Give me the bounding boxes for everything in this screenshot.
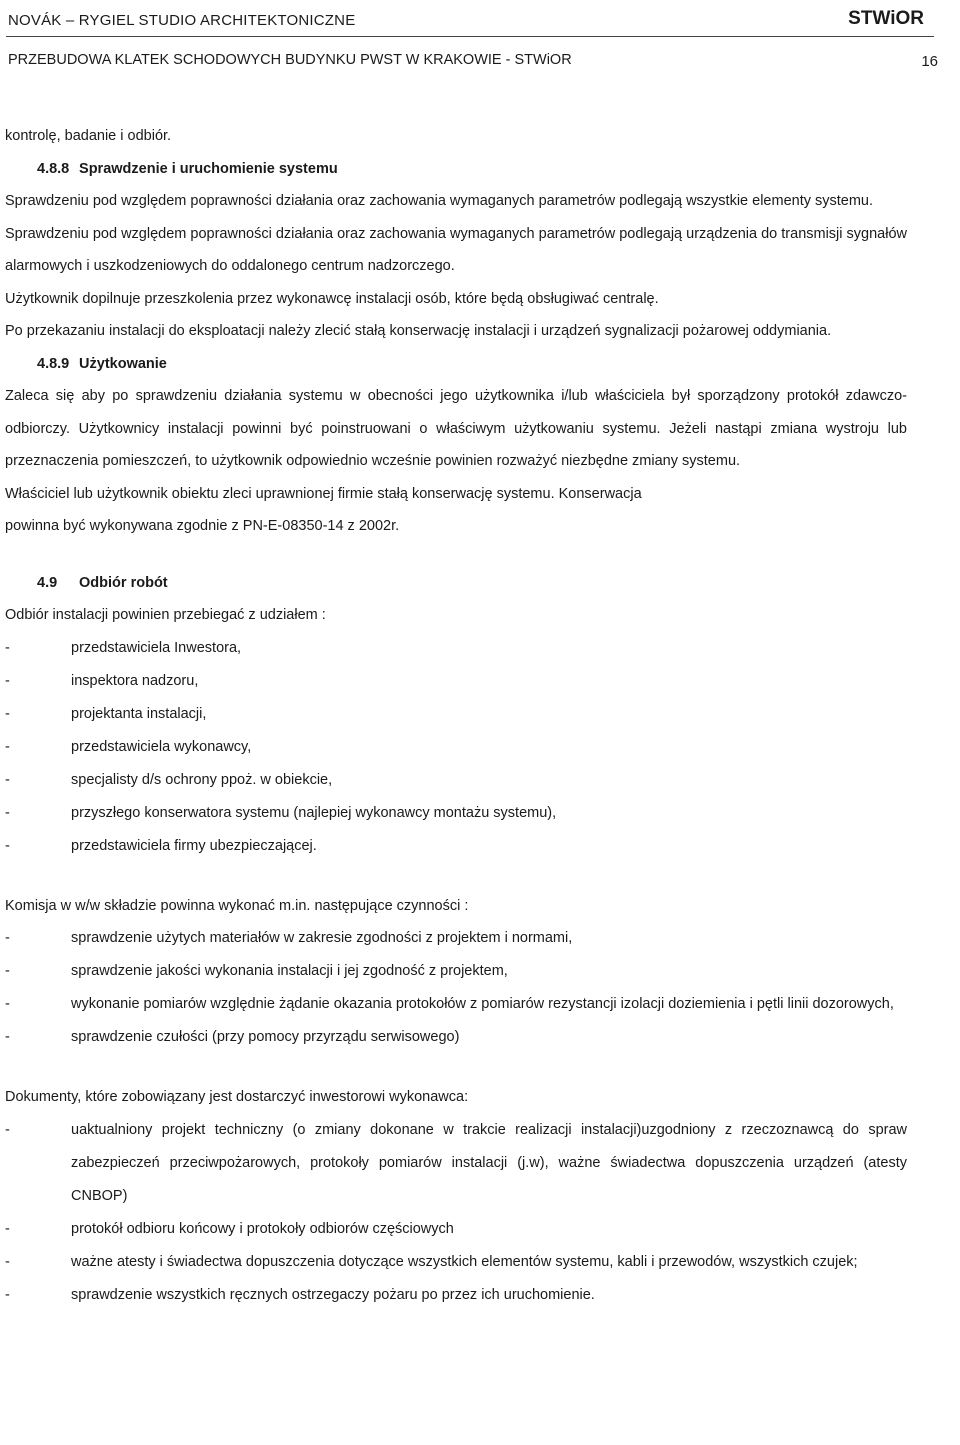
paragraph: Zaleca się aby po sprawdzeniu działania systemu w obecności jego użytkownika i/lub właściciela był sporządzony protokół zdawczo-odbiorczy. Użytkownicy instalacji powinni być poinstruowani o właściwym użytkowaniu systemu. Jeżeli nastąpi zmiana wystroju lub przeznaczenia pomieszczeń, to użytkownik odpowiednio wcześnie powinien rozważyć niezbędne zmiany systemu. (5, 388, 907, 469)
list-item-text: przedstawiciela Inwestora, (71, 639, 242, 656)
paragraph: Sprawdzeniu pod względem poprawności działania oraz zachowania wymaganych parametrów podlegają wszystkie elementy systemu. (5, 193, 874, 209)
section-heading-4-8-9 (5, 348, 907, 381)
list-item-text: przyszłego konserwatora systemu (najlepiej wykonawcy montażu systemu), (71, 804, 557, 821)
list-item (5, 665, 907, 698)
list-dash: - (5, 1121, 10, 1138)
list-dash: - (5, 672, 10, 689)
section-number: 4.8.8 (37, 160, 70, 177)
paragraph: Właściciel lub użytkownik obiektu zleci uprawnionej firmie stałą konserwację systemu. Konserwacja (5, 485, 642, 502)
list-item (5, 632, 907, 665)
spacer (5, 863, 907, 890)
paragraph: Odbiór instalacji powinien przebiegać z udziałem : (5, 607, 326, 623)
documents-list (5, 1114, 907, 1312)
list-item-text: ważne atesty i świadectwa dopuszczenia dotyczące wszystkich elementów systemu, kabli i przewodów, wszystkich czujek; (71, 1253, 858, 1270)
list-item (5, 1279, 907, 1312)
spacer (5, 543, 907, 567)
paragraph: powinna być wykonywana zgodnie z PN-E-08350-14 z 2002r. (5, 518, 400, 534)
studio-name: NOVÁK – RYGIEL STUDIO ARCHITEKTONICZNE (8, 12, 356, 29)
list-dash: - (5, 1029, 10, 1045)
list-dash: - (5, 639, 10, 656)
list-item (5, 1021, 907, 1054)
list-dash: - (5, 1286, 10, 1303)
list-item (5, 922, 907, 955)
list-item (5, 731, 907, 764)
list-item-text: przedstawiciela firmy ubezpieczającej. (71, 837, 317, 854)
list-item (5, 1213, 907, 1246)
list-item-text: sprawdzenie wszystkich ręcznych ostrzegaczy pożaru po przez ich uruchomienie. (71, 1286, 595, 1303)
list-item-text: wykonanie pomiarów względnie żądanie okazania protokołów z pomiarów rezystancji izolacji doziemienia i pętli linii dozorowych, (71, 996, 894, 1012)
section-heading-4-8-8 (5, 153, 907, 186)
list-item-text: inspektora nadzoru, (71, 672, 199, 689)
document-body (5, 120, 907, 1312)
list-dash: - (5, 1220, 10, 1237)
paragraph: kontrolę, badanie i odbiór. (5, 128, 172, 144)
list-dash: - (5, 771, 10, 788)
paragraph: Sprawdzeniu pod względem poprawności działania oraz zachowania wymaganych parametrów podlegają urządzenia do transmisji sygnałów alarmowych i uszkodzeniowych do oddalonego centrum nadzorczego. (5, 225, 907, 274)
list-item-text: sprawdzenie użytych materiałów w zakresie zgodności z projektem i normami, (71, 930, 573, 946)
list-item-text: projektanta instalacji, (71, 705, 207, 722)
list-item (5, 764, 907, 797)
list-item (5, 698, 907, 731)
list-item (5, 955, 907, 988)
page-header (6, 8, 934, 37)
document-brand: STWiOR (848, 8, 924, 29)
list-item (5, 830, 907, 863)
list-dash: - (5, 963, 10, 979)
spacer (5, 1054, 907, 1081)
section-heading-4-9 (5, 567, 907, 600)
list-dash: - (5, 705, 10, 722)
list-item-text: protokół odbioru końcowy i protokoły odbiorów częściowych (71, 1220, 454, 1237)
list-dash: - (5, 837, 10, 854)
section-title: Odbiór robót (79, 574, 168, 591)
commission-tasks-list (5, 922, 907, 1054)
page-number: 16 (921, 53, 938, 70)
section-title: Sprawdzenie i uruchomienie systemu (79, 160, 338, 177)
section-number: 4.8.9 (37, 355, 70, 372)
section-number: 4.9 (37, 574, 58, 591)
paragraph: Dokumenty, które zobowiązany jest dostarczyć inwestorowi wykonawca: (5, 1089, 469, 1105)
list-item (5, 988, 907, 1021)
list-dash: - (5, 930, 10, 946)
paragraph: Komisja w w/w składzie powinna wykonać m.in. następujące czynności : (5, 897, 469, 914)
paragraph: Użytkownik dopilnuje przeszkolenia przez wykonawcę instalacji osób, które będą obsługiwać centralę. (5, 290, 659, 307)
document-subtitle: PRZEBUDOWA KLATEK SCHODOWYCH BUDYNKU PWST W KRAKOWIE - STWiOR (8, 52, 572, 68)
list-item-text: przedstawiciela wykonawcy, (71, 738, 252, 755)
list-item-text: sprawdzenie jakości wykonania instalacji i jej zgodność z projektem, (71, 963, 508, 979)
paragraph: Po przekazaniu instalacji do eksploatacji należy zlecić stałą konserwację instalacji i urządzeń sygnalizacji pożarowej oddymiania. (5, 323, 832, 339)
list-dash: - (5, 738, 10, 755)
list-dash: - (5, 1253, 10, 1270)
participants-list (5, 632, 907, 863)
list-item (5, 1114, 907, 1213)
section-title: Użytkowanie (79, 355, 167, 372)
list-item-text: sprawdzenie czułości (przy pomocy przyrządu serwisowego) (71, 1029, 460, 1045)
list-dash: - (5, 996, 10, 1012)
list-item-text: specjalisty d/s ochrony ppoż. w obiekcie, (71, 771, 333, 788)
list-dash: - (5, 804, 10, 821)
list-item (5, 1246, 907, 1279)
list-item-text: uaktualniony projekt techniczny (o zmiany dokonane w trakcie realizacji instalacji)uzgodniony z rzeczoznawcą do spraw zabezpieczeń przeciwpożarowych, protokoły pomiarów instalacji (j.w), ważne świadectwa dopuszczenia urządzeń (atesty CNBOP) (71, 1121, 907, 1204)
list-item (5, 797, 907, 830)
